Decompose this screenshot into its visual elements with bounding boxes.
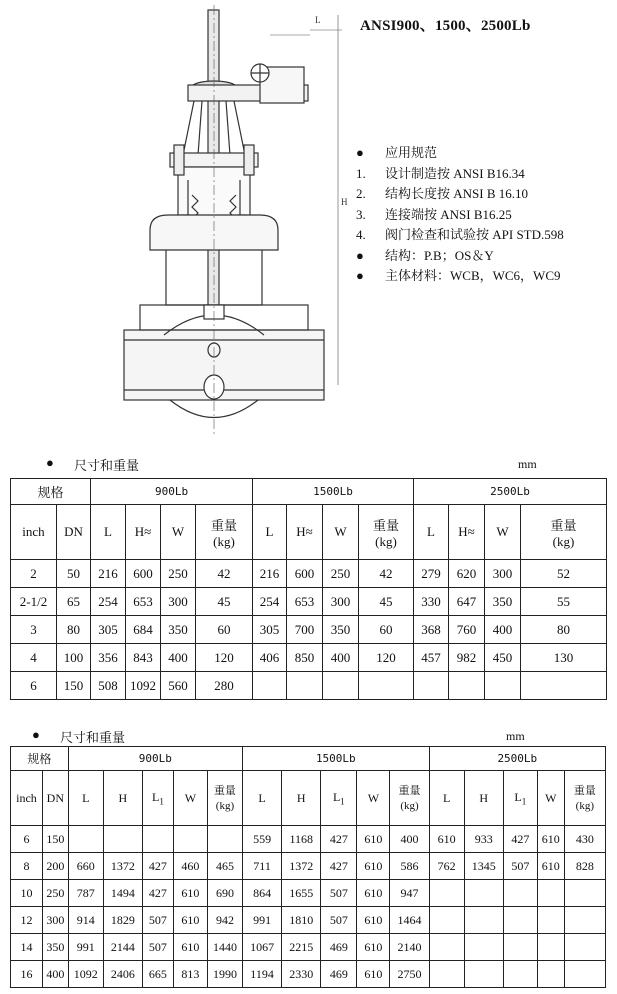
table-cell: 427 — [503, 826, 537, 853]
table-cell: 947 — [390, 880, 429, 907]
col-weight — [564, 771, 605, 826]
table-cell: 60 — [196, 616, 253, 644]
table-cell: 942 — [207, 907, 242, 934]
table-cell: 2750 — [390, 961, 429, 988]
table-cell: 6 — [11, 826, 43, 853]
table1-unit: mm — [518, 457, 537, 471]
table-cell: 700 — [287, 616, 323, 644]
table-cell: 991 — [243, 907, 282, 934]
table-cell — [537, 907, 564, 934]
col-weight — [196, 505, 253, 560]
table-cell: 620 — [449, 560, 485, 588]
table-cell: 787 — [68, 880, 103, 907]
table-cell — [103, 826, 142, 853]
table-cell — [253, 672, 287, 700]
table-cell: 1092 — [126, 672, 161, 700]
weight-label: 重量 — [550, 517, 577, 533]
table-cell: 711 — [243, 853, 282, 880]
table-cell — [564, 880, 605, 907]
table-cell: 843 — [126, 644, 161, 672]
table-cell: 250 — [323, 560, 359, 588]
col-w: W — [485, 505, 521, 560]
dim-l-label: L — [315, 15, 321, 25]
spec-label: 规格 — [11, 747, 69, 771]
table-cell: 42 — [196, 560, 253, 588]
col-w: W — [161, 505, 196, 560]
table-cell — [173, 826, 207, 853]
table-cell: 507 — [321, 907, 357, 934]
table-cell — [359, 672, 414, 700]
table-subheader-row — [11, 771, 606, 826]
table-cell: 1372 — [103, 853, 142, 880]
table-cell — [142, 826, 173, 853]
col-l: L — [253, 505, 287, 560]
table-cell: 560 — [161, 672, 196, 700]
spec-item — [356, 184, 564, 205]
col-h: H — [103, 771, 142, 826]
col-inch: inch — [11, 771, 43, 826]
col-l1 — [142, 771, 173, 826]
spec-mark: ● — [356, 247, 364, 263]
table-cell — [503, 880, 537, 907]
spec-item — [356, 246, 564, 267]
table-cell: 400 — [485, 616, 521, 644]
table-cell: 10 — [11, 880, 43, 907]
table-cell — [414, 672, 449, 700]
table-cell: 55 — [521, 588, 607, 616]
table-cell: 52 — [521, 560, 607, 588]
table-row — [11, 853, 606, 880]
class-header: 1500Lb — [253, 479, 414, 505]
table-cell: 254 — [91, 588, 126, 616]
l1-label: L — [514, 789, 522, 804]
table-cell: 400 — [390, 826, 429, 853]
table-cell: 507 — [142, 934, 173, 961]
table-cell: 45 — [359, 588, 414, 616]
table-cell: 610 — [357, 934, 390, 961]
spec-mark: 1. — [356, 165, 366, 181]
table-cell: 610 — [429, 826, 464, 853]
table-cell: 150 — [57, 672, 91, 700]
table-cell: 653 — [126, 588, 161, 616]
table-cell — [68, 826, 103, 853]
table-cell: 200 — [42, 853, 68, 880]
table-cell — [207, 826, 242, 853]
table-cell: 469 — [321, 934, 357, 961]
table-cell: 850 — [287, 644, 323, 672]
table-cell: 1494 — [103, 880, 142, 907]
table-cell: 610 — [357, 880, 390, 907]
table-cell: 50 — [57, 560, 91, 588]
table-header-row — [11, 747, 606, 771]
table-cell: 507 — [142, 907, 173, 934]
table-cell — [503, 934, 537, 961]
weight-label: 重量 — [373, 517, 400, 533]
gate-valve-drawing — [110, 5, 350, 435]
col-dn: DN — [57, 505, 91, 560]
spec-text: 结构：P.B；OS＆Y — [385, 247, 494, 263]
table-cell — [429, 880, 464, 907]
table-cell: 100 — [57, 644, 91, 672]
table-cell: 80 — [521, 616, 607, 644]
l1-subscript: 1 — [340, 796, 345, 807]
col-w: W — [537, 771, 564, 826]
table-cell: 350 — [161, 616, 196, 644]
table-cell: 305 — [91, 616, 126, 644]
table-cell: 813 — [173, 961, 207, 988]
table2-body — [11, 826, 606, 988]
table-cell: 1092 — [68, 961, 103, 988]
table-cell: 130 — [521, 644, 607, 672]
table-cell: 300 — [161, 588, 196, 616]
table-cell: 120 — [196, 644, 253, 672]
col-w: W — [357, 771, 390, 826]
table-cell: 1440 — [207, 934, 242, 961]
table-row — [11, 588, 607, 616]
table-cell: 42 — [359, 560, 414, 588]
col-weight — [359, 505, 414, 560]
weight-label: 重量 — [211, 517, 238, 533]
table1-heading: 尺寸和重量 — [74, 458, 140, 473]
table-row — [11, 560, 607, 588]
table-cell: 610 — [357, 853, 390, 880]
table-cell: 80 — [57, 616, 91, 644]
spec-item — [356, 266, 564, 287]
table-cell: 400 — [323, 644, 359, 672]
weight-unit: (kg) — [400, 800, 419, 812]
table-cell — [503, 961, 537, 988]
table-cell — [429, 934, 464, 961]
table-cell: 469 — [321, 961, 357, 988]
table-cell: 427 — [142, 880, 173, 907]
table-cell: 330 — [414, 588, 449, 616]
table-cell: 254 — [253, 588, 287, 616]
table-cell: 2330 — [282, 961, 321, 988]
table-row — [11, 880, 606, 907]
dim-h-label: H — [341, 197, 348, 207]
table-cell — [564, 907, 605, 934]
col-inch: inch — [11, 505, 57, 560]
weight-unit: (kg) — [552, 533, 575, 549]
spec-label: 规格 — [11, 479, 91, 505]
table-cell — [287, 672, 323, 700]
table-cell: 1655 — [282, 880, 321, 907]
table-cell: 610 — [537, 853, 564, 880]
spec-text: 结构长度按 ANSI B 16.10 — [385, 186, 529, 201]
class-header: 900Lb — [91, 479, 253, 505]
col-l: L — [414, 505, 449, 560]
table-cell: 368 — [414, 616, 449, 644]
table-cell: 610 — [357, 826, 390, 853]
table-cell: 2-1/2 — [11, 588, 57, 616]
spec-mark: ● — [356, 268, 364, 283]
bullet-icon: ● — [46, 455, 54, 470]
table-cell: 427 — [321, 853, 357, 880]
table-row — [11, 826, 606, 853]
table-cell: 16 — [11, 961, 43, 988]
l1-label: L — [151, 789, 160, 804]
table2-unit: mm — [506, 729, 525, 743]
table-cell: 610 — [173, 934, 207, 961]
col-w: W — [323, 505, 359, 560]
table-cell: 762 — [429, 853, 464, 880]
table-cell: 586 — [390, 853, 429, 880]
bullet-icon: ● — [32, 727, 40, 742]
dimension-weight-table-1 — [10, 478, 607, 700]
table-cell: 600 — [287, 560, 323, 588]
table-cell: 427 — [321, 826, 357, 853]
table-row — [11, 961, 606, 988]
col-weight — [521, 505, 607, 560]
table-row — [11, 907, 606, 934]
table-cell: 1168 — [282, 826, 321, 853]
table-row — [11, 644, 607, 672]
weight-label: 重量 — [213, 785, 236, 797]
table-cell — [429, 907, 464, 934]
spec-item — [356, 205, 564, 226]
spec-item — [356, 164, 564, 185]
table-cell: 250 — [161, 560, 196, 588]
col-dn: DN — [42, 771, 68, 826]
table-cell — [537, 880, 564, 907]
table-cell — [323, 672, 359, 700]
table-cell: 280 — [196, 672, 253, 700]
table-cell: 1464 — [390, 907, 429, 934]
table-cell: 1829 — [103, 907, 142, 934]
spec-mark: 3. — [356, 206, 366, 222]
table-cell: 1990 — [207, 961, 242, 988]
table-cell — [537, 934, 564, 961]
col-h: H — [464, 771, 503, 826]
table-cell: 305 — [253, 616, 287, 644]
spec-mark: 4. — [356, 227, 366, 242]
spec-text: 主体材料：WCB，WC6，WC9 — [385, 268, 561, 283]
table2-heading: 尺寸和重量 — [60, 730, 126, 745]
weight-label: 重量 — [398, 785, 421, 797]
table-cell: 2215 — [282, 934, 321, 961]
table-cell: 610 — [357, 961, 390, 988]
col-l: L — [243, 771, 282, 826]
table-cell: 991 — [68, 934, 103, 961]
table-cell — [464, 961, 503, 988]
bullet-icon: ● — [356, 145, 364, 160]
col-l1 — [321, 771, 357, 826]
table-cell: 457 — [414, 644, 449, 672]
table-row — [11, 672, 607, 700]
table-cell — [537, 961, 564, 988]
table-cell — [564, 934, 605, 961]
weight-unit: (kg) — [215, 800, 235, 812]
spec-list — [356, 143, 564, 287]
table-cell: 300 — [485, 560, 521, 588]
col-l: L — [68, 771, 103, 826]
page-title: ANSI900、1500、2500Lb — [360, 18, 531, 34]
table-cell: 6 — [11, 672, 57, 700]
spec-item — [356, 225, 564, 246]
table1-body — [11, 560, 607, 700]
table-cell: 350 — [323, 616, 359, 644]
table-header-row — [11, 479, 607, 505]
table-cell: 350 — [485, 588, 521, 616]
table-cell: 216 — [91, 560, 126, 588]
table-cell: 430 — [564, 826, 605, 853]
table-cell: 1194 — [243, 961, 282, 988]
table-cell: 465 — [207, 853, 242, 880]
table-cell — [429, 961, 464, 988]
col-weight — [390, 771, 429, 826]
col-h: H≈ — [126, 505, 161, 560]
table-cell: 12 — [11, 907, 43, 934]
col-l: L — [429, 771, 464, 826]
table-cell: 450 — [485, 644, 521, 672]
table-cell — [503, 907, 537, 934]
dimension-weight-table-2 — [10, 746, 606, 988]
table-cell: 647 — [449, 588, 485, 616]
class-header: 900Lb — [68, 747, 242, 771]
table-cell: 45 — [196, 588, 253, 616]
table-cell: 460 — [173, 853, 207, 880]
table-cell: 400 — [161, 644, 196, 672]
table-cell: 65 — [57, 588, 91, 616]
table-cell: 610 — [357, 907, 390, 934]
table-cell: 400 — [42, 961, 68, 988]
table-cell: 8 — [11, 853, 43, 880]
table-cell: 2 — [11, 560, 57, 588]
table-cell: 120 — [359, 644, 414, 672]
table-cell: 914 — [68, 907, 103, 934]
table-cell: 828 — [564, 853, 605, 880]
col-h: H — [282, 771, 321, 826]
table-cell: 150 — [42, 826, 68, 853]
table-cell: 660 — [68, 853, 103, 880]
table-cell: 1372 — [282, 853, 321, 880]
table-cell — [464, 907, 503, 934]
class-header: 2500Lb — [414, 479, 607, 505]
table-cell: 1067 — [243, 934, 282, 961]
table-cell: 610 — [173, 880, 207, 907]
table-cell: 508 — [91, 672, 126, 700]
table-cell: 406 — [253, 644, 287, 672]
table-cell: 600 — [126, 560, 161, 588]
table-cell: 933 — [464, 826, 503, 853]
table-cell: 60 — [359, 616, 414, 644]
table-cell — [464, 934, 503, 961]
col-w: W — [173, 771, 207, 826]
spec-heading: 应用规范 — [385, 145, 438, 160]
class-header: 2500Lb — [429, 747, 605, 771]
table-cell: 507 — [503, 853, 537, 880]
table-cell: 216 — [253, 560, 287, 588]
table-cell: 356 — [91, 644, 126, 672]
table-cell: 864 — [243, 880, 282, 907]
table-cell: 2144 — [103, 934, 142, 961]
table-cell: 300 — [42, 907, 68, 934]
l1-label: L — [332, 789, 341, 804]
table-cell: 690 — [207, 880, 242, 907]
col-weight — [207, 771, 242, 826]
table-cell: 665 — [142, 961, 173, 988]
table-cell — [449, 672, 485, 700]
table-cell: 250 — [42, 880, 68, 907]
col-l: L — [91, 505, 126, 560]
col-l1 — [503, 771, 537, 826]
spec-text: 阀门检查和试验按 API STD.598 — [385, 227, 564, 242]
table-cell: 2140 — [390, 934, 429, 961]
table-cell: 14 — [11, 934, 43, 961]
table-cell: 559 — [243, 826, 282, 853]
spec-mark: 2. — [356, 186, 366, 201]
table-cell: 507 — [321, 880, 357, 907]
table-cell: 1810 — [282, 907, 321, 934]
col-h: H≈ — [287, 505, 323, 560]
col-h: H≈ — [449, 505, 485, 560]
table-cell — [485, 672, 521, 700]
spec-heading-row — [356, 143, 564, 164]
spec-text: 连接端按 ANSI B16.25 — [385, 206, 512, 222]
table-cell: 610 — [537, 826, 564, 853]
table-cell: 2406 — [103, 961, 142, 988]
table-cell: 350 — [42, 934, 68, 961]
table-cell: 279 — [414, 560, 449, 588]
weight-label: 重量 — [573, 785, 596, 797]
weight-unit: (kg) — [575, 800, 594, 812]
table-row — [11, 934, 606, 961]
weight-unit: (kg) — [213, 533, 235, 549]
table-cell — [564, 961, 605, 988]
table-cell: 653 — [287, 588, 323, 616]
table-cell: 427 — [142, 853, 173, 880]
l1-subscript: 1 — [159, 796, 164, 807]
table-cell: 684 — [126, 616, 161, 644]
l1-subscript: 1 — [521, 796, 527, 807]
table-cell: 3 — [11, 616, 57, 644]
table-cell: 300 — [323, 588, 359, 616]
weight-unit: (kg) — [375, 533, 397, 549]
table-row — [11, 616, 607, 644]
table-cell: 982 — [449, 644, 485, 672]
table-cell: 4 — [11, 644, 57, 672]
spec-text: 设计制造按 ANSI B16.34 — [385, 165, 525, 181]
table-cell — [464, 880, 503, 907]
table-subheader-row — [11, 505, 607, 560]
table-cell: 610 — [173, 907, 207, 934]
table-cell: 760 — [449, 616, 485, 644]
table-cell — [521, 672, 607, 700]
class-header: 1500Lb — [243, 747, 430, 771]
table-cell: 1345 — [464, 853, 503, 880]
